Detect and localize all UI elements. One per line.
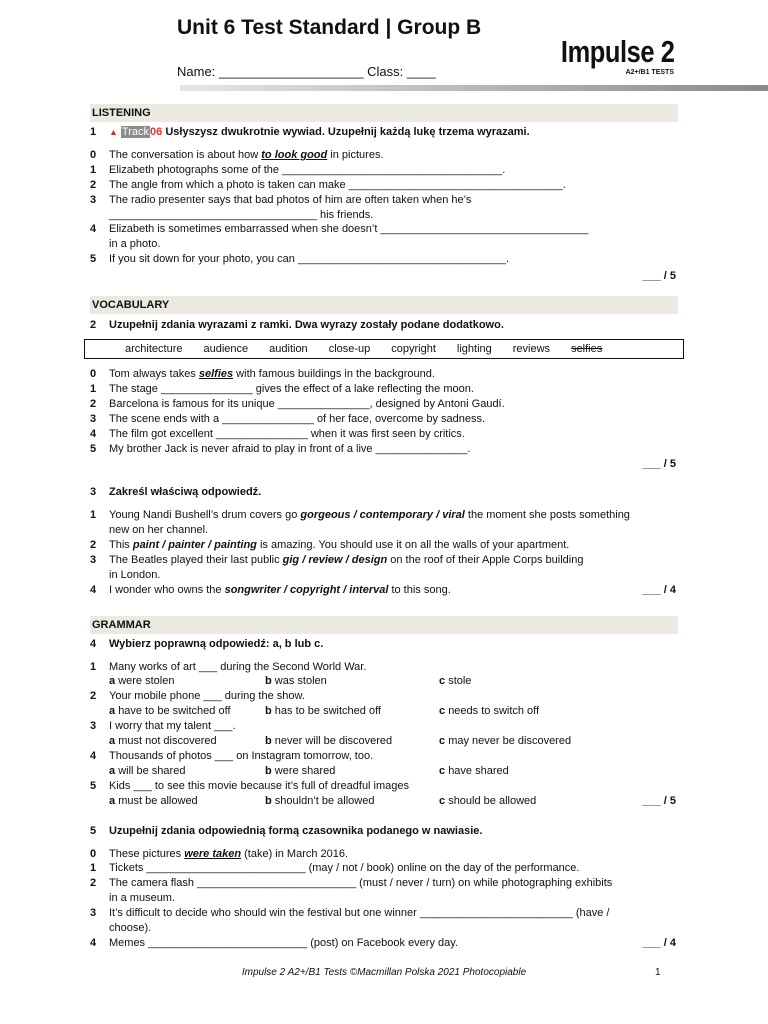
word-box-item: architecture — [125, 342, 183, 355]
answer-options: a were stolen b was stolen c stole — [109, 675, 472, 688]
list-item: 2 Barcelona is famous for its unique _______________, designed by Antoni Gaudí. — [90, 397, 505, 410]
list-item: 3 The radio presenter says that bad photos of him are often taken when he’s __________________________________ his friends. — [90, 193, 472, 221]
list-item: 1 Young Nandi Bushell’s drum covers go gorgeous / contemporary / viral the moment she posts something new on her channel. — [90, 509, 630, 537]
list-item: 4 Memes __________________________ (post) on Facebook every day. ___ / 4 — [90, 936, 676, 949]
question: 1 Many works of art ___ during the Second World War. — [90, 660, 367, 673]
question: 3 I worry that my talent ___. — [90, 720, 236, 733]
brand-subtitle: A2+/B1 TESTS — [625, 69, 674, 76]
word-box-item-struck: selfies — [571, 342, 603, 355]
list-item: 4 Elizabeth is sometimes embarrassed when she doesn’t __________________________________ in a photo. — [90, 223, 589, 251]
list-item: 1 Tickets __________________________ (may / not / book) online on the day of the performance. — [90, 862, 580, 875]
word-box-item: close-up — [328, 342, 371, 355]
list-item: 3 The scene ends with a _______________ of her face, overcome by sadness. — [90, 412, 486, 425]
score-box: ___ / 5 — [642, 458, 676, 471]
list-item: 2 The angle from which a photo is taken can make ___________________________________. — [90, 178, 566, 191]
list-item: 0 Tom always takes selfies with famous buildings in the background. — [90, 367, 435, 380]
list-item: 3 It’s difficult to decide who should win the festival but one winner _________________________ (have / choose). — [90, 907, 610, 935]
header-rule — [180, 85, 768, 91]
audio-track-icon: ▲ — [109, 127, 118, 137]
score-box: ___ / 5 — [642, 270, 676, 283]
section-header-vocabulary: VOCABULARY — [90, 296, 678, 314]
answer-options: a must not discovered b never will be discovered c may never be discovered — [109, 735, 572, 748]
task-4-instruction: 4 Wybierz poprawną odpowiedź: a, b lub c. — [90, 637, 324, 650]
task-1-instruction — [90, 125, 678, 140]
word-box-item: lighting — [456, 342, 492, 355]
task-number: 1 — [90, 126, 97, 138]
section-header-grammar: GRAMMAR — [90, 616, 678, 634]
list-item: 5 My brother Jack is never afraid to play in front of a live _______________. — [90, 442, 471, 455]
page-number: 1 — [655, 967, 661, 978]
instruction-text: Usłyszysz dwukrotnie wywiad. Uzupełnij każdą lukę trzema wyrazami. — [165, 126, 530, 138]
track-number: 06 — [150, 126, 163, 138]
question: 2 Your mobile phone ___ during the show. — [90, 690, 305, 703]
score-box: ___ / 5 — [642, 794, 676, 807]
answer-options: a will be shared b were shared c have shared — [109, 764, 509, 777]
test-content — [90, 104, 678, 951]
list-item: 1 Elizabeth photographs some of the ____________________________________. — [90, 163, 506, 176]
list-item: 1 The stage _______________ gives the effect of a lake reflecting the moon. — [90, 382, 474, 395]
answer-options: a have to be switched off b has to be switched off c needs to switch off — [109, 705, 540, 718]
list-item: 5 If you sit down for your photo, you can __________________________________. — [90, 253, 509, 266]
list-item: 4 The film got excellent _______________ when it was first seen by critics. — [90, 427, 465, 440]
word-box — [84, 339, 684, 359]
answer-options: a must be allowed b shouldn’t be allowed c should be allowed ___ / 5 — [109, 794, 676, 807]
word-box-item: audience — [203, 342, 249, 355]
list-item: 3 The Beatles played their last public gig / review / design on the roof of their Apple Corps building in London. — [90, 553, 584, 581]
score-box: ___ / 4 — [642, 936, 676, 949]
list-item: 2 The camera flash __________________________ (must / never / turn) on while photographing exhibits in a museum. — [90, 877, 613, 905]
task-5-instruction: 5 Uzupełnij zdania odpowiednią formą czasownika podanego w nawiasie. — [90, 824, 483, 837]
page-title: Unit 6 Test Standard | Group B — [177, 16, 482, 39]
task-3-instruction: 3 Zakreśl właściwą odpowiedź. — [90, 486, 262, 499]
list-item: 4 I wonder who owns the songwriter / copyright / interval to this song. ___ / 4 — [90, 583, 676, 596]
brand-logo — [536, 36, 675, 77]
list-item: 0 These pictures were taken (take) in March 2016. — [90, 847, 349, 860]
brand-name: Impulse 2 — [560, 34, 674, 69]
name-class-line: Name: ____________________ Class: ____ — [177, 64, 436, 79]
word-box-item: audition — [269, 342, 308, 355]
page-footer: Impulse 2 A2+/B1 Tests ©Macmillan Polska 2021 Photocopiable — [241, 967, 527, 978]
track-label: Track — [121, 126, 150, 138]
word-box-item: reviews — [512, 342, 551, 355]
word-box-item: copyright — [391, 342, 436, 355]
score-box: ___ / 4 — [642, 583, 676, 596]
list-item: 2 This paint / painter / painting is amazing. You should use it on all the walls of your apartment. — [90, 539, 570, 552]
list-item: 0 The conversation is about how to look good in pictures. — [90, 148, 384, 161]
section-header-listening: LISTENING — [90, 104, 678, 122]
task-2-instruction: 2 Uzupełnij zdania wyrazami z ramki. Dwa wyrazy zostały podane dodatkowo. — [90, 319, 504, 332]
question: 5 Kids ___ to see this movie because it’s full of dreadful images — [90, 779, 410, 792]
question: 4 Thousands of photos ___ on Instagram tomorrow, too. — [90, 750, 374, 762]
